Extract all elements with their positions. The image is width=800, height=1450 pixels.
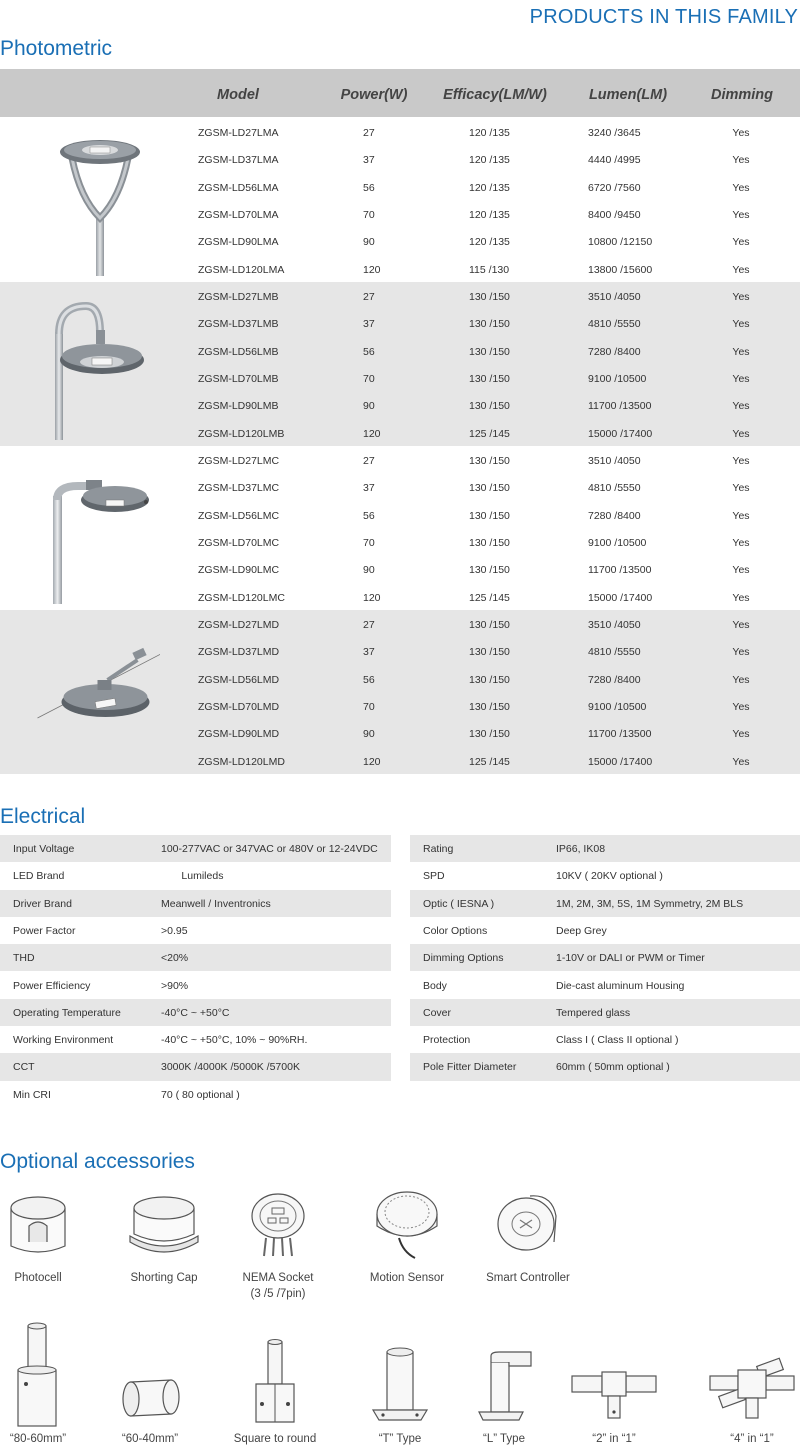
spec-row-protection: Protection Class I ( Class II optional )	[423, 1034, 679, 1047]
accessories-title: Optional accessories	[0, 1150, 195, 1173]
accessory-label: Square to round	[233, 1433, 317, 1445]
table-row: ZGSM-LD27LMD 27 130 /150 3510 /4050 Yes	[198, 619, 750, 631]
spec-row-power-factor: Power Factor >0.95	[13, 924, 188, 937]
four-in-one-icon	[706, 1322, 798, 1428]
header-dimming: Dimming	[710, 87, 774, 103]
motion-sensor-icon	[369, 1186, 445, 1260]
photocell-icon	[3, 1186, 73, 1260]
accessory-label: “4” in “1”	[730, 1433, 774, 1445]
table-row: ZGSM-LD37LMD 37 130 /150 4810 /5550 Yes	[198, 646, 750, 659]
table-row: ZGSM-LD120LMB 120 125 /145 15000 /17400 Yes	[198, 427, 750, 440]
accessory-label: “2” in “1”	[592, 1433, 636, 1445]
accessory-label: Smart Controller	[486, 1272, 570, 1284]
accessory-sublabel: (3 /5 /7pin)	[250, 1288, 306, 1300]
accessory-photocell	[0, 1186, 76, 1286]
spec-row-dimming-options: Dimming Options 1-10V or DALI or PWM or Timer	[410, 944, 800, 971]
table-row: ZGSM-LD90LMB 90 130 /150 11700 /13500 Yes	[198, 400, 750, 413]
accessory-label: Motion Sensor	[369, 1272, 445, 1284]
family-title: PRODUCTS IN THIS FAMILY	[529, 6, 798, 28]
spec-row-optic: Optic ( IESNA ) 1M, 2M, 3M, 5S, 1M Symmetry, 2M BLS	[410, 890, 800, 917]
accessory-label: “60-40mm”	[121, 1433, 179, 1445]
accessory-square-to-round	[225, 1322, 325, 1448]
table-row: ZGSM-LD37LMB 37 130 /150 4810 /5550 Yes	[198, 318, 750, 331]
adapter-80-60-icon	[8, 1322, 68, 1428]
header-efficacy: Efficacy(LM/W)	[443, 87, 547, 103]
table-row: ZGSM-LD56LMB 56 130 /150 7280 /8400 Yes	[198, 345, 750, 358]
electrical-title: Electrical	[0, 805, 86, 828]
header-model: Model	[217, 87, 259, 103]
product-group-lma	[0, 118, 800, 282]
table-row: ZGSM-LD90LMA 90 120 /135 10800 /12150 Yes	[198, 236, 750, 249]
spec-row-min-cri: Min CRI 70 ( 80 optional )	[13, 1088, 240, 1101]
table-row: ZGSM-LD56LMD 56 130 /150 7280 /8400 Yes	[198, 673, 750, 686]
shorting-cap-icon	[126, 1186, 202, 1260]
photometric-table-header	[0, 69, 800, 117]
table-row: ZGSM-LD27LMB 27 130 /150 3510 /4050 Yes	[198, 291, 750, 303]
accessory-l-type	[466, 1322, 542, 1448]
spec-row-thd: THD <20%	[0, 944, 391, 971]
accessory-motion-sensor	[362, 1186, 452, 1286]
spec-row-working-environment: Working Environment -40°C ~ +50°C, 10% ~ 90%RH.	[13, 1034, 308, 1047]
smart-controller-icon	[490, 1186, 566, 1260]
accessory-4-in-1	[704, 1322, 800, 1448]
accessory-shorting-cap	[122, 1186, 206, 1286]
spec-row-led-brand: LED Brand Lumileds	[13, 870, 224, 883]
spec-row-power-efficiency: Power Efficiency >90%	[13, 979, 189, 992]
table-row: ZGSM-LD70LMD 70 130 /150 9100 /10500 Yes	[198, 700, 750, 713]
accessory-label: “80-60mm”	[9, 1433, 67, 1445]
spec-row-driver-brand: Driver Brand Meanwell / Inventronics	[0, 890, 391, 917]
product-group-lmd	[0, 610, 800, 774]
accessory-adapter-60-40	[110, 1322, 190, 1448]
spec-row-color-options: Color Options Deep Grey	[423, 924, 607, 937]
table-row: ZGSM-LD120LMC 120 125 /145 15000 /17400 Yes	[198, 591, 750, 604]
table-row: ZGSM-LD27LMC 27 130 /150 3510 /4050 Yes	[198, 455, 750, 467]
spec-row-input-voltage: Input Voltage 100-277VAC or 347VAC or 480V or 12-24VDC	[0, 835, 391, 862]
adapter-60-40-icon	[115, 1322, 185, 1428]
accessory-adapter-80-60	[0, 1322, 76, 1448]
table-row: ZGSM-LD70LMB 70 130 /150 9100 /10500 Yes	[198, 372, 750, 385]
accessory-label: Shorting Cap	[130, 1272, 198, 1284]
accessory-t-type	[362, 1322, 438, 1448]
nema-socket-icon	[242, 1186, 314, 1260]
accessory-label: “T” Type	[378, 1433, 422, 1445]
table-row: ZGSM-LD27LMA 27 120 /135 3240 /3645 Yes	[198, 127, 750, 139]
two-in-one-icon	[568, 1322, 660, 1428]
header-lumen: Lumen(LM)	[588, 87, 668, 103]
accessory-2-in-1	[566, 1322, 662, 1448]
spec-row-spd: SPD 10KV ( 20KV optional )	[423, 870, 663, 883]
spec-row-cover: Cover Tempered glass	[410, 999, 800, 1026]
l-type-icon	[469, 1322, 539, 1428]
table-row: ZGSM-LD70LMA 70 120 /135 8400 /9450 Yes	[198, 208, 750, 221]
accessory-label: “L” Type	[483, 1433, 525, 1445]
spec-row-rating: Rating IP66, IK08	[410, 835, 800, 862]
spec-row-cct: CCT 3000K /4000K /5000K /5700K	[0, 1053, 391, 1080]
table-row: ZGSM-LD90LMD 90 130 /150 11700 /13500 Yes	[198, 728, 750, 741]
table-row: ZGSM-LD120LMA 120 115 /130 13800 /15600 Yes	[198, 263, 750, 276]
table-row: ZGSM-LD70LMC 70 130 /150 9100 /10500 Yes	[198, 536, 750, 549]
accessory-label: NEMA Socket	[242, 1272, 314, 1284]
table-row: ZGSM-LD37LMC 37 130 /150 4810 /5550 Yes	[198, 482, 750, 495]
spec-row-body: Body Die-cast aluminum Housing	[423, 979, 685, 992]
accessory-nema-socket	[236, 1186, 320, 1304]
header-power: Power(W)	[340, 87, 408, 103]
table-row: ZGSM-LD90LMC 90 130 /150 11700 /13500 Yes	[198, 564, 750, 577]
spec-row-operating-temperature: Operating Temperature -40°C ~ +50°C	[0, 999, 391, 1026]
accessory-smart-controller	[478, 1186, 578, 1286]
table-row: ZGSM-LD56LMA 56 120 /135 6720 /7560 Yes	[198, 181, 750, 194]
accessory-label: Photocell	[14, 1272, 62, 1284]
square-to-round-icon	[240, 1322, 310, 1428]
table-row: ZGSM-LD56LMC 56 130 /150 7280 /8400 Yes	[198, 509, 750, 522]
table-row: ZGSM-LD37LMA 37 120 /135 4440 /4995 Yes	[198, 154, 750, 167]
product-group-lmb	[0, 282, 800, 446]
photometric-title: Photometric	[0, 37, 113, 60]
table-row: ZGSM-LD120LMD 120 125 /145 15000 /17400 Yes	[198, 755, 750, 768]
t-type-icon	[365, 1322, 435, 1428]
product-group-lmc	[0, 446, 800, 610]
spec-row-pole-fitter: Pole Fitter Diameter 60mm ( 50mm optional )	[410, 1053, 800, 1080]
